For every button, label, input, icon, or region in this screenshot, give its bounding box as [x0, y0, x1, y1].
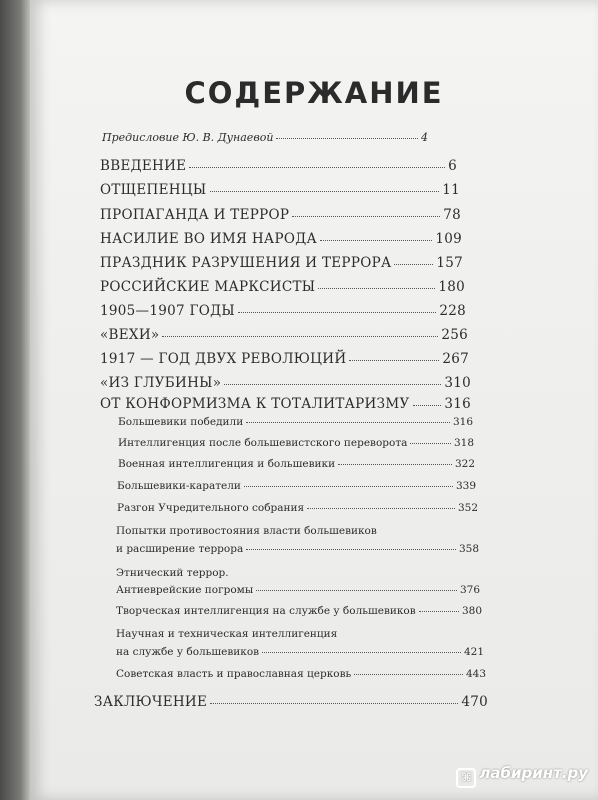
toc-section: [116, 543, 479, 555]
page-title: СОДЕРЖАНИЕ: [184, 76, 444, 110]
toc-section-page: 352: [457, 502, 478, 514]
toc-section-label: Большевики-каратели: [117, 480, 241, 492]
toc-chapter: [100, 182, 460, 198]
toc-chapter-label: РОССИЙСКИЕ МАРКСИСТЫ: [100, 279, 316, 295]
toc-section-label: Разгон Учредительного собрания: [117, 502, 305, 514]
toc-section-page: 443: [465, 668, 486, 680]
leader-dots: [210, 702, 458, 704]
book-page: [30, 0, 598, 800]
toc-chapter-page: 310: [444, 375, 471, 391]
toc-chapter: [100, 351, 469, 367]
toc-section-page: 380: [461, 605, 482, 617]
leader-dots: [246, 421, 450, 423]
toc-section-label: Интеллигенция после большевистского переворота: [118, 437, 408, 449]
toc-section: [118, 416, 473, 428]
toc-section: [116, 605, 482, 617]
toc-chapter-page: 11: [442, 182, 460, 198]
toc-chapter: [100, 279, 465, 295]
toc-section: [116, 668, 486, 680]
toc-chapter: [100, 327, 468, 343]
toc-chapter: [100, 255, 463, 271]
toc-section-page: 376: [459, 584, 480, 596]
toc-chapter-label: ПРОПАГАНДА И ТЕРРОР: [100, 207, 290, 223]
toc-section-label: и расширение террора: [116, 543, 244, 555]
toc-section-label: на службе у большевиков: [116, 646, 260, 658]
toc-preface: [102, 131, 428, 144]
toc-section-label: Военная интеллигенция и большевики: [118, 458, 336, 470]
book-spine-edge: [0, 0, 34, 800]
toc-section-label: Антиеврейские погромы: [116, 584, 254, 596]
toc-chapter: [100, 158, 457, 174]
toc-chapter-label: ОТ КОНФОРМИЗМА К ТОТАЛИТАРИЗМУ: [100, 396, 410, 412]
leader-dots: [413, 404, 442, 406]
leader-dots: [244, 485, 453, 487]
toc-chapter-page: 78: [443, 207, 461, 223]
toc-chapter: [100, 207, 461, 223]
toc-section-label: Советская власть и православная церковь: [116, 668, 352, 680]
leader-dots: [256, 589, 457, 591]
toc-chapter: [100, 375, 471, 391]
toc-chapter: [100, 303, 466, 319]
toc-chapter-page: 157: [436, 255, 463, 271]
toc-chapter: [100, 396, 471, 412]
leader-dots: [238, 311, 436, 313]
toc-section-page: 318: [453, 437, 474, 449]
leader-dots: [419, 610, 459, 612]
watermark: [456, 764, 588, 788]
toc-section: [116, 646, 484, 658]
toc-chapter-label: 1917 — ГОД ДВУХ РЕВОЛЮЦИЙ: [100, 351, 347, 367]
toc-chapter-page: 267: [442, 351, 469, 367]
toc-chapter-label: НАСИЛИЕ ВО ИМЯ НАРОДА: [100, 231, 317, 247]
toc-section-page: 358: [458, 543, 479, 555]
toc-section-page: 322: [454, 458, 475, 470]
toc-chapter-page: 109: [435, 231, 462, 247]
toc-section: [117, 480, 476, 492]
toc-section-lead: Научная и техническая интеллигенция: [116, 628, 338, 640]
toc-section: [118, 458, 475, 470]
toc-chapter-label: 1905—1907 ГОДЫ: [100, 303, 235, 319]
leader-dots: [246, 548, 456, 550]
toc-chapter-label: «ИЗ ГЛУБИНЫ»: [100, 375, 222, 391]
toc-chapter-page: 228: [439, 303, 466, 319]
labyrinth-logo-icon: ⌘: [456, 768, 476, 788]
watermark-text: лабиринт.ру: [479, 764, 588, 782]
toc-chapter-label: ПРАЗДНИК РАЗРУШЕНИЯ И ТЕРРОРА: [100, 255, 392, 271]
toc-chapter-page: 6: [448, 158, 457, 174]
toc-chapter-page: 316: [444, 396, 471, 412]
toc-section-lead: Попытки противостояния власти большевиков: [116, 525, 377, 537]
toc-section: [116, 584, 480, 596]
toc-conclusion-page: 470: [461, 694, 488, 710]
toc-section-lead: Этнический террор.: [116, 567, 229, 579]
toc-chapter-label: ОТЩЕПЕНЦЫ: [100, 182, 207, 198]
toc-preface-label: Предисловие Ю. В. Дунаевой: [102, 131, 274, 144]
toc-chapter: [100, 231, 462, 247]
leader-dots: [307, 507, 455, 509]
toc-section-page: 339: [455, 480, 476, 492]
toc-section-label: Творческая интеллигенция на службе у большевиков: [116, 605, 416, 617]
leader-dots: [276, 137, 418, 139]
toc-conclusion-label: ЗАКЛЮЧЕНИЕ: [94, 694, 208, 710]
toc-chapter-page: 256: [441, 327, 468, 343]
toc-chapter-label: «ВЕХИ»: [100, 327, 160, 343]
leader-dots: [189, 166, 445, 168]
toc-section: [117, 502, 478, 514]
leader-dots: [338, 463, 452, 465]
leader-dots: [354, 673, 463, 675]
toc-chapter-label: ВВЕДЕНИЕ: [100, 158, 187, 174]
leader-dots: [394, 263, 433, 265]
leader-dots: [224, 383, 441, 385]
toc-section-label: Большевики победили: [118, 416, 244, 428]
leader-dots: [349, 359, 439, 361]
toc-chapter-page: 180: [438, 279, 465, 295]
toc-preface-page: 4: [421, 131, 428, 144]
toc-section-page: 316: [452, 416, 473, 428]
leader-dots: [162, 335, 438, 337]
leader-dots: [320, 239, 432, 241]
toc-section: [118, 437, 474, 449]
leader-dots: [292, 215, 440, 217]
leader-dots: [210, 190, 440, 192]
toc-section-page: 421: [463, 646, 484, 658]
leader-dots: [410, 442, 451, 444]
toc-conclusion: [94, 694, 488, 710]
leader-dots: [318, 287, 435, 289]
leader-dots: [262, 651, 461, 653]
